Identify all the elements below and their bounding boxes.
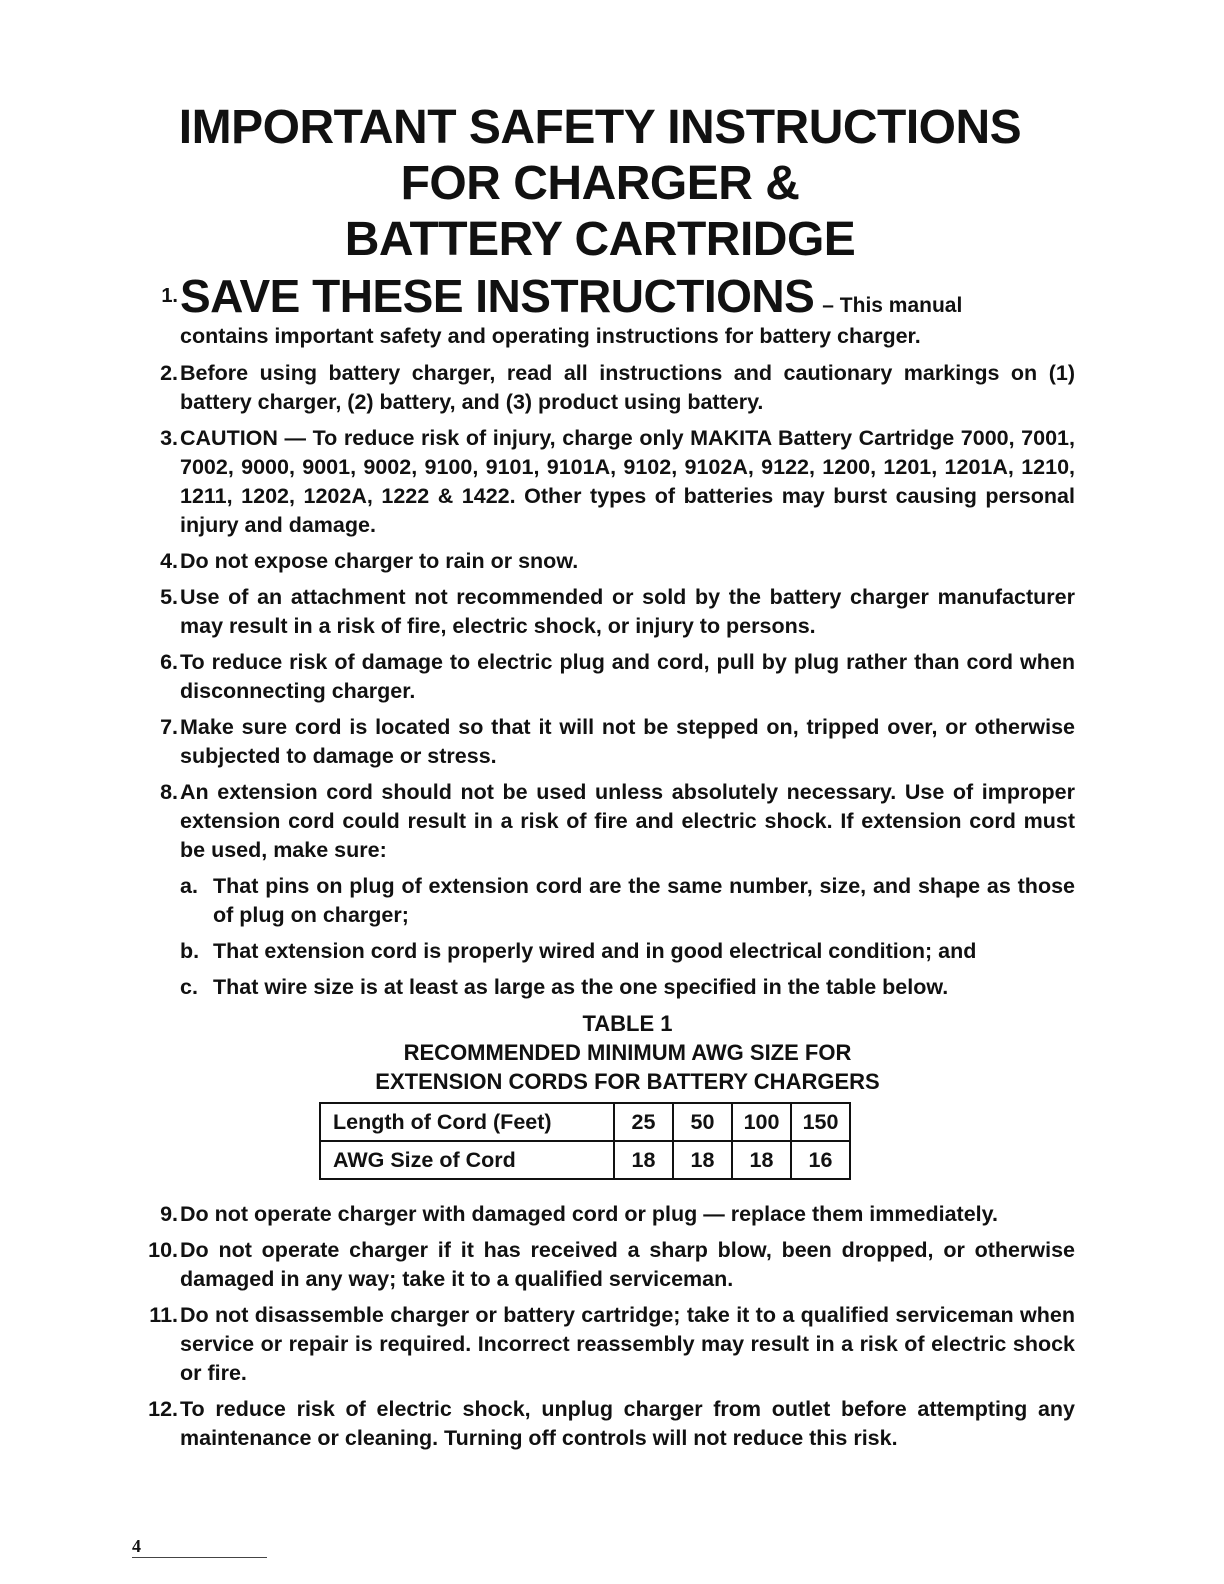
item-number: 9. <box>160 1202 178 1226</box>
item-number: 8. <box>160 780 178 804</box>
item-number: 10. <box>148 1238 178 1262</box>
subitem-text: That pins on plug of extension cord are the same number, size, and shape as those of plug on charger; <box>213 874 1075 927</box>
instruction-item-12 <box>135 1395 1075 1453</box>
item-text: Do not expose charger to rain or snow. <box>180 549 579 573</box>
instruction-item-8 <box>135 778 1075 865</box>
table-cell: 18 <box>614 1141 673 1179</box>
item-text: Do not operate charger if it has received a sharp blow, been dropped, or otherwise damaged in any way; take it to a qualified serviceman. <box>180 1238 1075 1291</box>
item-number: 7. <box>160 715 178 739</box>
item-text: To reduce risk of electric shock, unplug charger from outlet before attempting any maintenance or cleaning. Turning off controls will not reduce this risk. <box>180 1397 1075 1450</box>
item-text: Use of an attachment not recommended or sold by the battery charger manufacturer may result in a risk of fire, electric shock, or injury to persons. <box>180 585 1075 638</box>
table-caption-line-1: TABLE 1 <box>582 1011 673 1036</box>
item-number: 6. <box>160 650 178 674</box>
table-cell: 18 <box>732 1141 791 1179</box>
title-line-2: FOR CHARGER & <box>400 157 800 210</box>
item-number: 1. <box>161 285 178 307</box>
item-text: An extension cord should not be used unless absolutely necessary. Use of improper extension cord could result in a risk of fire and electric shock. If extension cord must be used, make sure: <box>180 780 1075 862</box>
subitem-letter: c. <box>180 975 198 999</box>
item-text: Before using battery charger, read all instructions and cautionary markings on (1) battery charger, (2) battery, and (3) product using battery. <box>180 361 1075 414</box>
title-line-3: BATTERY CARTRIDGE <box>344 213 856 266</box>
table-caption <box>180 1009 1075 1096</box>
awg-size-table <box>319 1102 851 1180</box>
page-title <box>100 100 1100 268</box>
item-text: To reduce risk of damage to electric plug and cord, pull by plug rather than cord when disconnecting charger. <box>180 650 1075 703</box>
title-line-1: IMPORTANT SAFETY INSTRUCTIONS <box>178 101 1022 154</box>
instruction-item-6 <box>135 648 1075 706</box>
item-number: 3. <box>160 426 178 450</box>
item-text: CAUTION — To reduce risk of injury, charge only MAKITA Battery Cartridge 7000, 7001, 7002, 9000, 9001, 9002, 9100, 9101, 9101A, 9102, 9102A, 9122, 1200, 1201, 1201A, 1210, 1211, 1202, 1202A, 1222 & 1422. Other types of batteries may burst causing personal injury and damage. <box>180 426 1075 537</box>
subitem-letter: a. <box>180 874 198 898</box>
table-cell: 16 <box>791 1141 850 1179</box>
table-cell: 150 <box>791 1103 850 1141</box>
subitem-c <box>180 973 1075 1002</box>
item-text: contains important safety and operating instructions for battery charger. <box>180 324 921 348</box>
subitem-text: That wire size is at least as large as the one specified in the table below. <box>213 975 949 999</box>
subitem-a <box>180 872 1075 930</box>
instruction-item-5 <box>135 583 1075 641</box>
table-row <box>320 1103 850 1141</box>
table-cell: 50 <box>673 1103 732 1141</box>
footer-rule <box>132 1557 267 1558</box>
table-cell: 18 <box>673 1141 732 1179</box>
item-number: 12. <box>148 1397 178 1421</box>
instruction-list <box>135 270 1075 1460</box>
save-instructions-lead: – This manual <box>822 294 963 317</box>
item-number: 11. <box>149 1303 178 1327</box>
table-caption-line-3: EXTENSION CORDS FOR BATTERY CHARGERS <box>375 1069 880 1094</box>
instruction-item-10 <box>135 1236 1075 1294</box>
instruction-item-3 <box>135 424 1075 540</box>
table-row <box>320 1141 850 1179</box>
page-number: 4 <box>132 1536 141 1556</box>
instruction-item-11 <box>135 1301 1075 1388</box>
table-row-label: Length of Cord (Feet) <box>320 1103 614 1141</box>
subitem-letter: b. <box>180 939 200 963</box>
table-cell: 25 <box>614 1103 673 1141</box>
item-number: 4. <box>160 549 178 573</box>
item-number: 5. <box>160 585 178 609</box>
instruction-item-2 <box>135 359 1075 417</box>
save-instructions-heading: SAVE THESE INSTRUCTIONS <box>180 270 815 322</box>
instruction-item-4 <box>135 547 1075 576</box>
subitem-text: That extension cord is properly wired and in good electrical condition; and <box>213 939 977 963</box>
item-number: 2. <box>160 361 178 385</box>
item-text: Make sure cord is located so that it will not be stepped on, tripped over, or otherwise subjected to damage or stress. <box>180 715 1075 768</box>
instruction-item-1 <box>135 270 1075 351</box>
table-caption-line-2: RECOMMENDED MINIMUM AWG SIZE FOR <box>403 1040 852 1065</box>
table-row-label: AWG Size of Cord <box>320 1141 614 1179</box>
subitem-b <box>180 937 1075 966</box>
item-text: Do not operate charger with damaged cord or plug — replace them immediately. <box>180 1202 998 1226</box>
instruction-item-9 <box>135 1200 1075 1229</box>
table-cell: 100 <box>732 1103 791 1141</box>
instruction-item-7 <box>135 713 1075 771</box>
item-text: Do not disassemble charger or battery cartridge; take it to a qualified serviceman when service or repair is required. Incorrect reassembly may result in a risk of electric shock or fire. <box>180 1303 1075 1385</box>
